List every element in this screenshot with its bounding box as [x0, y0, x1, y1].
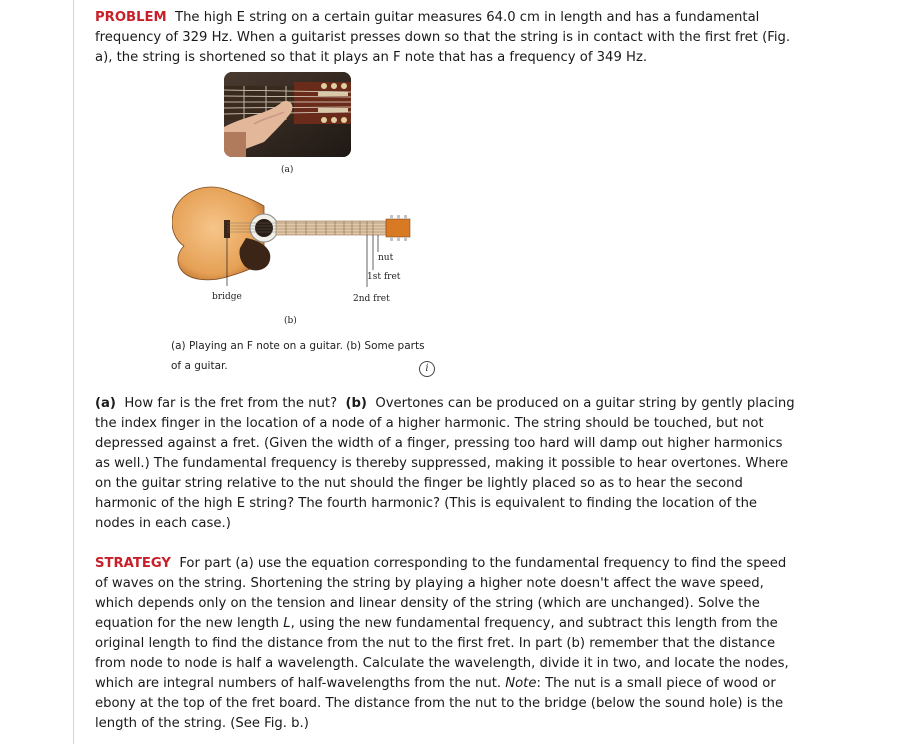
note-label: Note [505, 676, 537, 691]
problem-paragraph [95, 8, 795, 68]
question-section [95, 394, 795, 534]
strategy-label: STRATEGY [95, 556, 171, 571]
strategy-text-2: , using the new fundamental frequency, and subtract this length from the original length to find the distance from the nut to the first fret. In part (b) remember that the distance from node to node is half a wavelength. Calculate the wavelength, divide it in two, and locate the nodes, which are integral numbers of half-wavelengths from the nut. [95, 616, 789, 691]
part-b-text: Overtones can be produced on a guitar string by gently placing the index finger in the location of a node of a higher harmonic. The string should be touched, but not depressed against a fret. (Given the width of a finger, pressing too hard will damp out higher harmonics as well.) The fundamental frequency is thereby suppressed, making it possible to hear overtones. Where on the guitar string relative to the nut should the finger be lightly placed so as to hear the second harmonic of the high E string? The fourth harmonic? (This is equivalent to finding the location of the nodes in each case.) [95, 396, 795, 531]
part-a-label: (a) [95, 396, 116, 411]
problem-section [95, 8, 795, 68]
figure-a-label: (a) [281, 165, 294, 175]
problem-label: PROBLEM [95, 10, 167, 25]
figure-caption: (a) Playing an F note on a guitar. (b) Some parts of a guitar. [171, 340, 425, 372]
strategy-section [95, 554, 795, 734]
part-b-label: (b) [345, 396, 367, 411]
nut-label: nut [378, 253, 394, 263]
strategy-text-1: For part (a) use the equation corresponding to the fundamental frequency to find the speed of waves on the string. Shortening the string by playing a higher note doesn't affect the wave speed, which depends only on the tension and linear density of the string (which are unchanged). Solve the equation for the new length [95, 556, 787, 631]
part-a-text: How far is the fret from the nut? [124, 396, 338, 411]
figure-b-label: (b) [284, 316, 297, 326]
left-divider [73, 0, 74, 744]
strategy-text-3: : The nut is a small piece of wood or ebony at the top of the fret board. The distance from the nut to the bridge (below the sound hole) is the length of the string. (See Fig. b.) [95, 676, 784, 731]
bridge-label: bridge [212, 292, 242, 302]
first-fret-label: 1st fret [367, 272, 401, 282]
info-icon[interactable]: i [419, 361, 435, 377]
problem-text: The high E string on a certain guitar measures 64.0 cm in length and has a fundamental frequency of 329 Hz. When a guitarist presses down so that the string is in contact with the first fret (Fig. a), the string is shortened so that it plays an F note that has a frequency of 349 Hz. [95, 10, 791, 65]
strategy-paragraph [95, 554, 795, 734]
variable-L: L [283, 616, 291, 631]
question-paragraph [95, 394, 795, 534]
guitar-photo [224, 72, 351, 157]
second-fret-label: 2nd fret [353, 294, 390, 304]
